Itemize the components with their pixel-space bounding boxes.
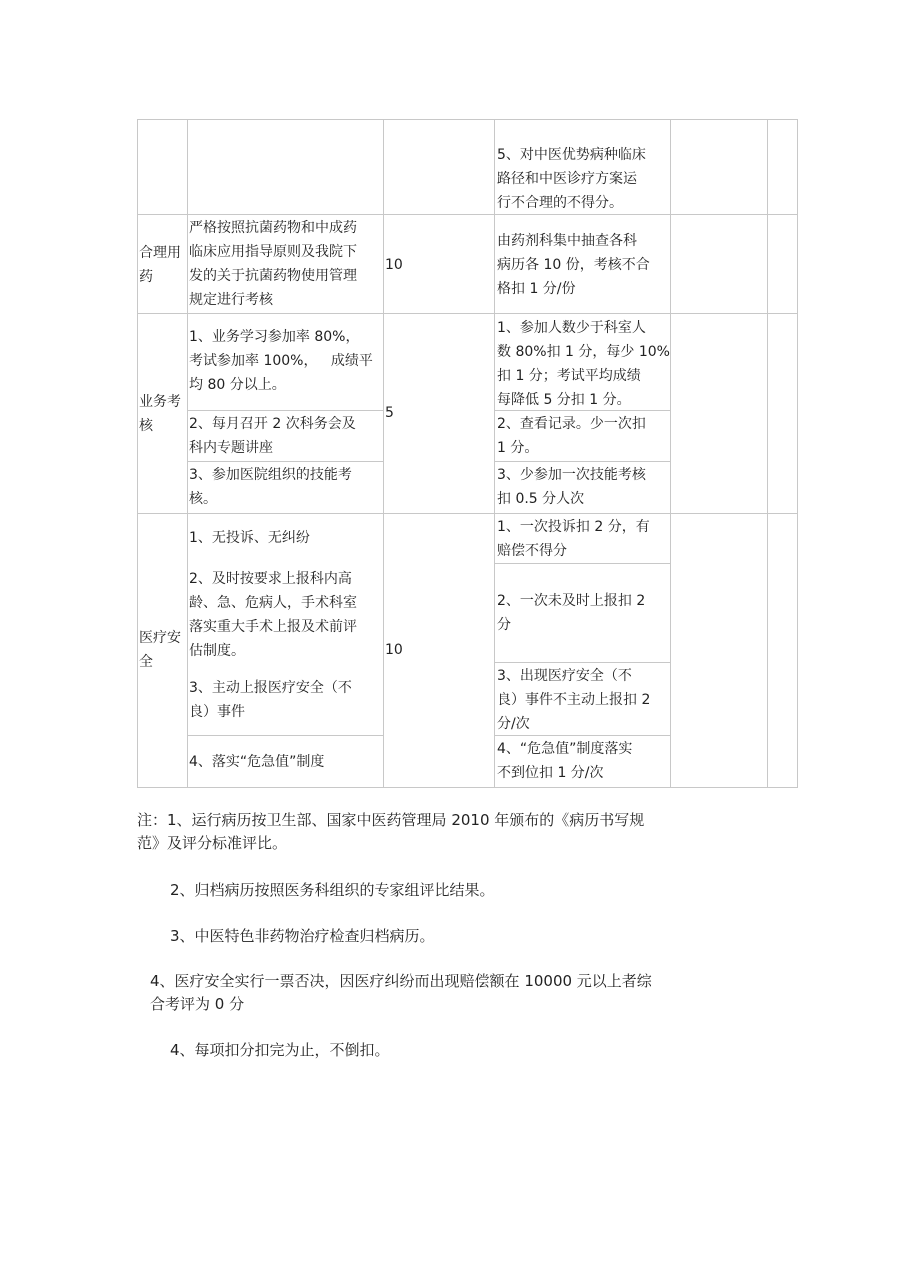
standard-cell: 3、出现医疗安全（不 良）事件不主动上报扣 2 分/次 — [497, 668, 651, 732]
note-paragraph: 2、归档病历按照医务科组织的专家组评比结果。 — [170, 881, 495, 899]
note-paragraph: 4、每项扣分扣完为止，不倒扣。 — [170, 1041, 390, 1059]
standard-cell: 2、一次未及时上报扣 2 分 — [497, 593, 646, 633]
content-cell: 2、每月召开 2 次科务会及 科内专题讲座 — [189, 416, 356, 456]
table-subrow-divider — [494, 563, 670, 564]
table-row-divider — [137, 214, 798, 215]
table-row-divider — [137, 313, 798, 314]
standard-cell: 1、一次投诉扣 2 分，有 赔偿不得分 — [497, 519, 650, 559]
standard-cell: 1、参加人数少于科室人 数 80%扣 1 分，每少 10% 扣 1 分；考试平均成绩 每降低 5 分扣 1 分。 — [497, 320, 670, 408]
standard-cell: 由药剂科集中抽查各科 病历各 10 份，考核不合 格扣 1 分/份 — [497, 233, 650, 297]
standard-cell: 3、少参加一次技能考核 扣 0.5 分人次 — [497, 467, 646, 507]
score-cell: 10 — [385, 257, 403, 273]
score-cell: 10 — [385, 642, 403, 658]
content-cell: 3、主动上报医疗安全（不 良）事件 — [189, 680, 352, 720]
table-column-line — [137, 119, 138, 788]
table-column-line — [797, 119, 798, 788]
standard-cell: 5、对中医优势病种临床 路径和中医诊疗方案运 行不合理的不得分。 — [497, 147, 646, 211]
note-paragraph: 注：1、运行病历按卫生部、国家中医药管理局 2010 年颁布的《病历书写规 范》及评分标准评比。 — [137, 811, 645, 852]
table-subrow-divider — [494, 662, 670, 663]
table-subrow-divider — [187, 461, 383, 462]
content-cell: 1、业务学习参加率 80%， 考试参加率 100%， 成绩平 均 80 分以上。 — [189, 329, 373, 393]
note-paragraph: 4、医疗安全实行一票否决，因医疗纠纷而出现赔偿额在 10000 元以上者综 合考评为 0 分 — [150, 972, 652, 1013]
content-cell: 2、及时按要求上报科内高 龄、急、危病人，手术科室 落实重大手术上报及术前评 估制度。 — [189, 571, 357, 659]
standard-cell: 4、“危急值”制度落实 不到位扣 1 分/次 — [497, 741, 633, 781]
table-column-line — [494, 119, 495, 788]
note-paragraph: 3、中医特色非药物治疗检查归档病历。 — [170, 927, 435, 945]
score-cell: 5 — [385, 405, 394, 421]
content-cell: 严格按照抗菌药物和中成药 临床应用指导原则及我院下 发的关于抗菌药物使用管理 规定进行考核 — [189, 220, 357, 308]
table-subrow-divider — [187, 735, 383, 736]
standard-cell: 2、查看记录。少一次扣 1 分。 — [497, 416, 646, 456]
category-cell: 医疗安 全 — [139, 630, 181, 670]
table-column-line — [383, 119, 384, 788]
table-row-divider — [137, 513, 798, 514]
table-column-line — [767, 119, 768, 788]
table-subrow-divider — [494, 461, 670, 462]
content-cell: 4、落实“危急值”制度 — [189, 754, 325, 770]
category-cell: 合理用 药 — [139, 245, 181, 285]
content-cell: 3、参加医院组织的技能考 核。 — [189, 467, 352, 507]
table-column-line — [670, 119, 671, 788]
category-cell: 业务考 核 — [139, 394, 181, 434]
table-column-line — [187, 119, 188, 788]
content-cell: 1、无投诉、无纠纷 — [189, 530, 310, 546]
table-border-top — [137, 119, 798, 120]
table-border-bottom — [137, 787, 798, 788]
table-subrow-divider — [187, 410, 383, 411]
